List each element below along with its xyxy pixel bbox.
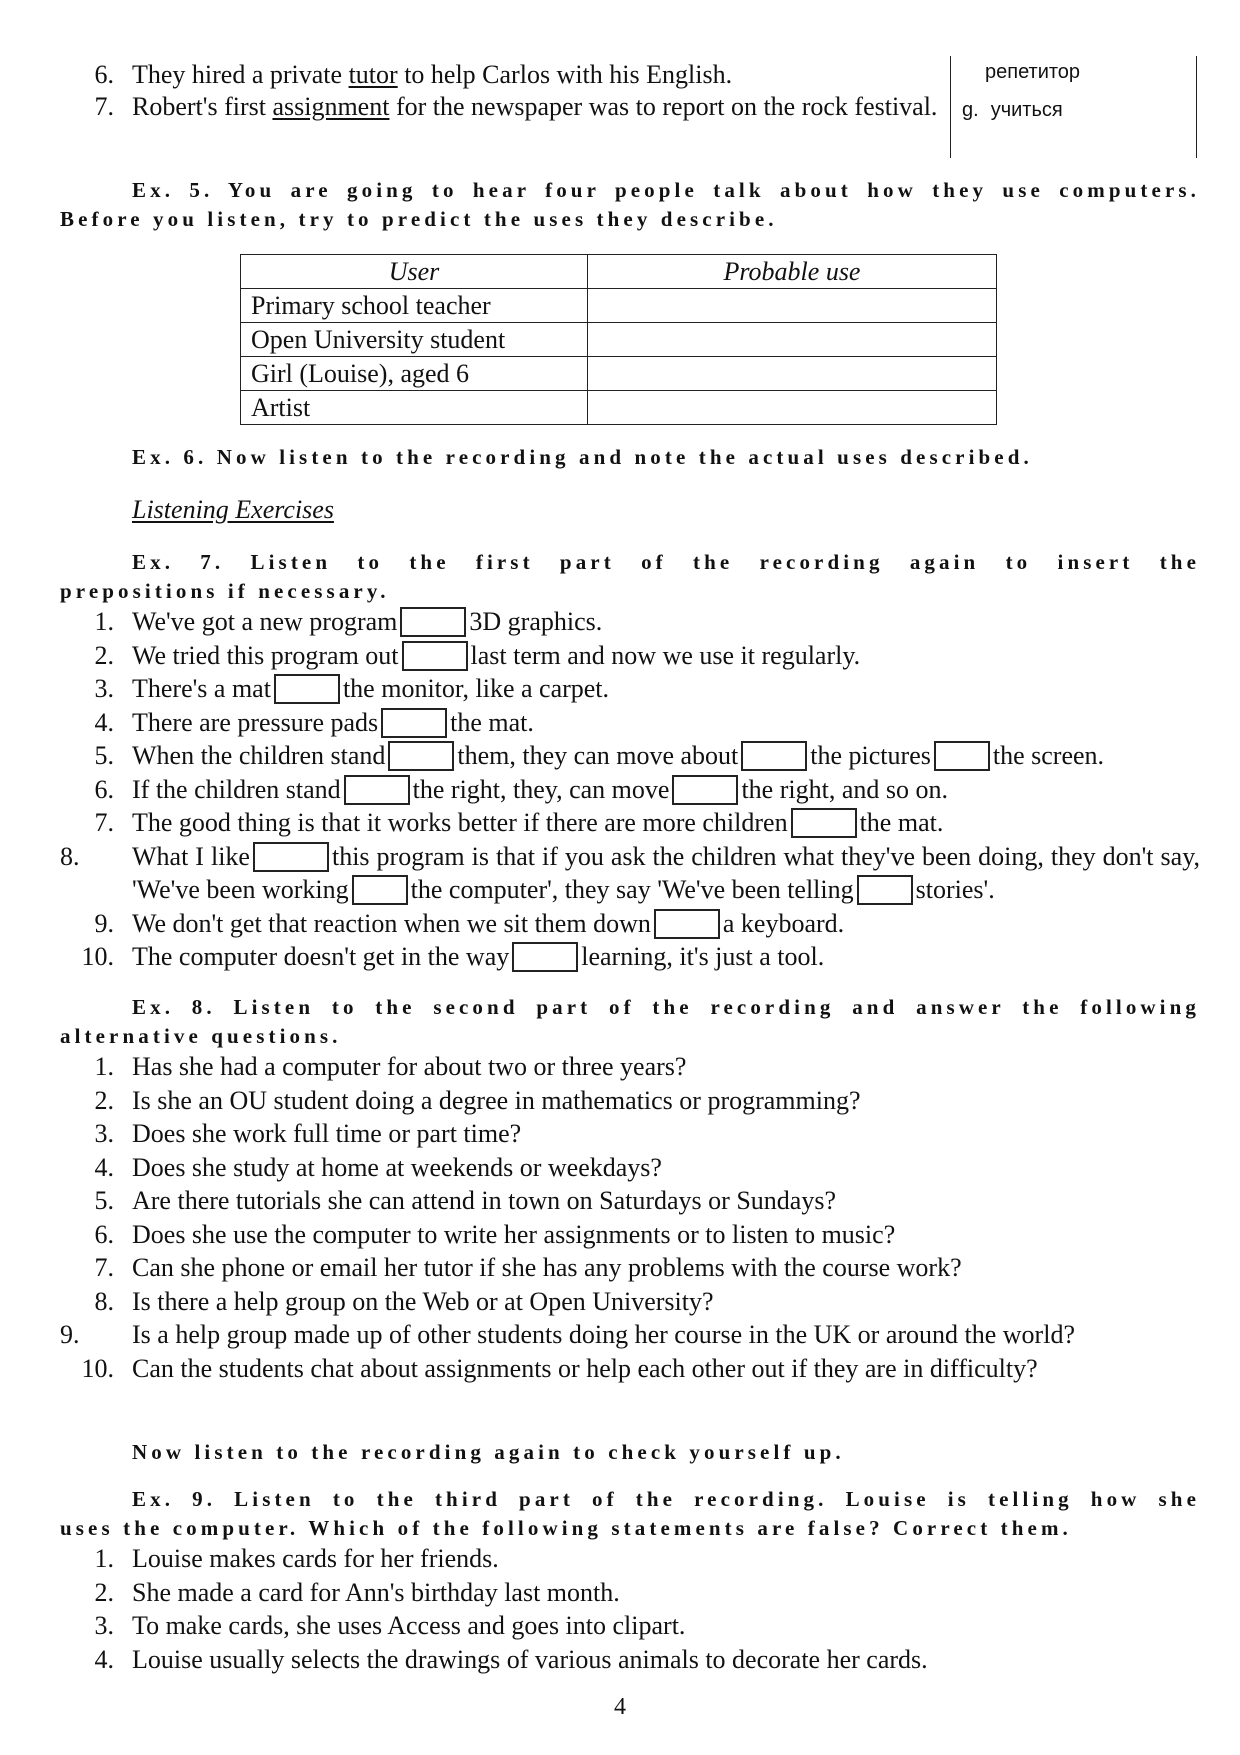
user-cell: Girl (Louise), aged 6 <box>241 357 588 391</box>
column-divider <box>950 56 951 158</box>
gloss-item: g. учиться <box>962 99 1063 121</box>
blank-box[interactable] <box>672 775 738 805</box>
list-item: 1. Has she had a computer for about two or three years? <box>94 1052 687 1081</box>
page-number: 4 <box>614 1694 626 1720</box>
underlined-word: assignment <box>272 91 390 121</box>
ex8-instructions: Ex. 8. Listen to the second part of the recording and answer the following alternative questions. <box>60 995 1200 1048</box>
use-cell[interactable] <box>588 289 997 323</box>
list-item: 8. What I like this program is that if you ask the children what they've been doing, they don't say, 'We've been working the computer', they say 'We've been telling stories'. <box>60 841 1201 904</box>
column-divider <box>1196 56 1197 158</box>
vocab-item: 7. Robert's first assignment for the newspaper was to report on the rock festival. <box>94 91 938 121</box>
table-row <box>241 357 997 391</box>
list-item: 3. There's a mat the monitor, like a carpet. <box>94 674 610 703</box>
blank-box[interactable] <box>352 875 408 905</box>
vocab-sentences <box>60 58 940 123</box>
use-cell[interactable] <box>588 391 997 425</box>
list-item: 2. She made a card for Ann's birthday last month. <box>94 1577 620 1607</box>
list-item: 2. We tried this program out last term and now we use it regularly. <box>94 640 861 670</box>
list-item: 5. Are there tutorials she can attend in town on Saturdays or Sundays? <box>94 1186 836 1215</box>
blank-box[interactable] <box>400 607 466 637</box>
list-item: 5. When the children stand them, they can move about the pictures the screen. <box>94 741 1105 770</box>
user-cell: Primary school teacher <box>241 289 588 323</box>
blank-box[interactable] <box>741 741 807 771</box>
list-item: 8. Is there a help group on the Web or at Open University? <box>94 1286 714 1316</box>
blank-box[interactable] <box>512 942 578 972</box>
section-heading: Listening Exercises <box>132 495 334 524</box>
list-item: 1. Louise makes cards for her friends. <box>94 1544 499 1573</box>
table-row <box>241 289 997 323</box>
table-row <box>241 323 997 357</box>
user-cell: Open University student <box>241 323 588 357</box>
underlined-word: tutor <box>348 60 398 89</box>
user-cell: Artist <box>241 391 588 425</box>
list-item: 7. The good thing is that it works better if there are more children the mat. <box>94 808 944 837</box>
ex5-instructions: Ex. 5. You are going to hear four people talk about how they use computers. Before you listen, try to predict the uses they describe. <box>60 178 1200 231</box>
ex9-instructions: Ex. 9. Listen to the third part of the recording. Louise is telling how she uses the computer. Which of the following statements are false? Correct them. <box>60 1487 1200 1540</box>
vocab-fragment <box>60 58 1200 160</box>
list-item: 9. Is a help group made up of other students doing her course in the UK or around the world? <box>60 1320 1075 1349</box>
use-cell[interactable] <box>588 323 997 357</box>
blank-box[interactable] <box>381 708 447 738</box>
list-item: 2. Is she an OU student doing a degree in mathematics or programming? <box>94 1085 861 1115</box>
list-item: 6. If the children stand the right, they, can move the right, and so on. <box>94 774 948 804</box>
blank-box[interactable] <box>857 875 913 905</box>
blank-box[interactable] <box>654 909 720 939</box>
blank-box[interactable] <box>402 641 468 671</box>
ex6-instructions: Ex. 6. Now listen to the recording and note the actual uses described. <box>132 445 1033 469</box>
blank-box[interactable] <box>934 741 990 771</box>
use-cell[interactable] <box>588 357 997 391</box>
ex9-statement-list <box>60 1542 1200 1676</box>
list-item: 3. To make cards, she uses Access and goes into clipart. <box>94 1611 686 1640</box>
list-item: 4. Louise usually selects the drawings of various animals to decorate her cards. <box>94 1644 928 1674</box>
list-item: 1. We've got a new program 3D graphics. <box>94 607 603 636</box>
list-item: 10. Can the students chat about assignments or help each other out if they are in difficulty? <box>81 1353 1038 1383</box>
column-header-user: User <box>241 255 588 289</box>
gloss-item: репетитор <box>985 61 1081 83</box>
list-item: 7. Can she phone or email her tutor if she has any problems with the course work? <box>94 1253 962 1282</box>
list-item: 3. Does she work full time or part time? <box>94 1119 522 1148</box>
table-row <box>241 391 997 425</box>
blank-box[interactable] <box>253 842 329 872</box>
vocab-item: 6. They hired a private tutor to help Carlos with his English. <box>94 60 733 89</box>
probable-use-table <box>240 254 997 425</box>
list-item: 4. Does she study at home at weekends or weekdays? <box>94 1152 662 1182</box>
blank-box[interactable] <box>791 808 857 838</box>
ex8-question-list <box>60 1050 1200 1385</box>
ex8-check-instruction: Now listen to the recording again to check yourself up. <box>132 1440 845 1464</box>
list-item: 9. We don't get that reaction when we sit them down a keyboard. <box>94 908 845 938</box>
list-item: 4. There are pressure pads the mat. <box>94 707 534 737</box>
blank-box[interactable] <box>344 775 410 805</box>
ex7-gap-fill-list <box>60 605 1200 974</box>
table-header-row <box>241 255 997 289</box>
ex7-instructions: Ex. 7. Listen to the first part of the recording again to insert the prepositions if necessary. <box>60 550 1200 603</box>
list-item: 6. Does she use the computer to write her assignments or to listen to music? <box>94 1219 896 1249</box>
column-header-probable-use: Probable use <box>588 255 997 289</box>
blank-box[interactable] <box>388 741 454 771</box>
blank-box[interactable] <box>274 674 340 704</box>
list-item: 10. The computer doesn't get in the way learning, it's just a tool. <box>81 942 825 971</box>
